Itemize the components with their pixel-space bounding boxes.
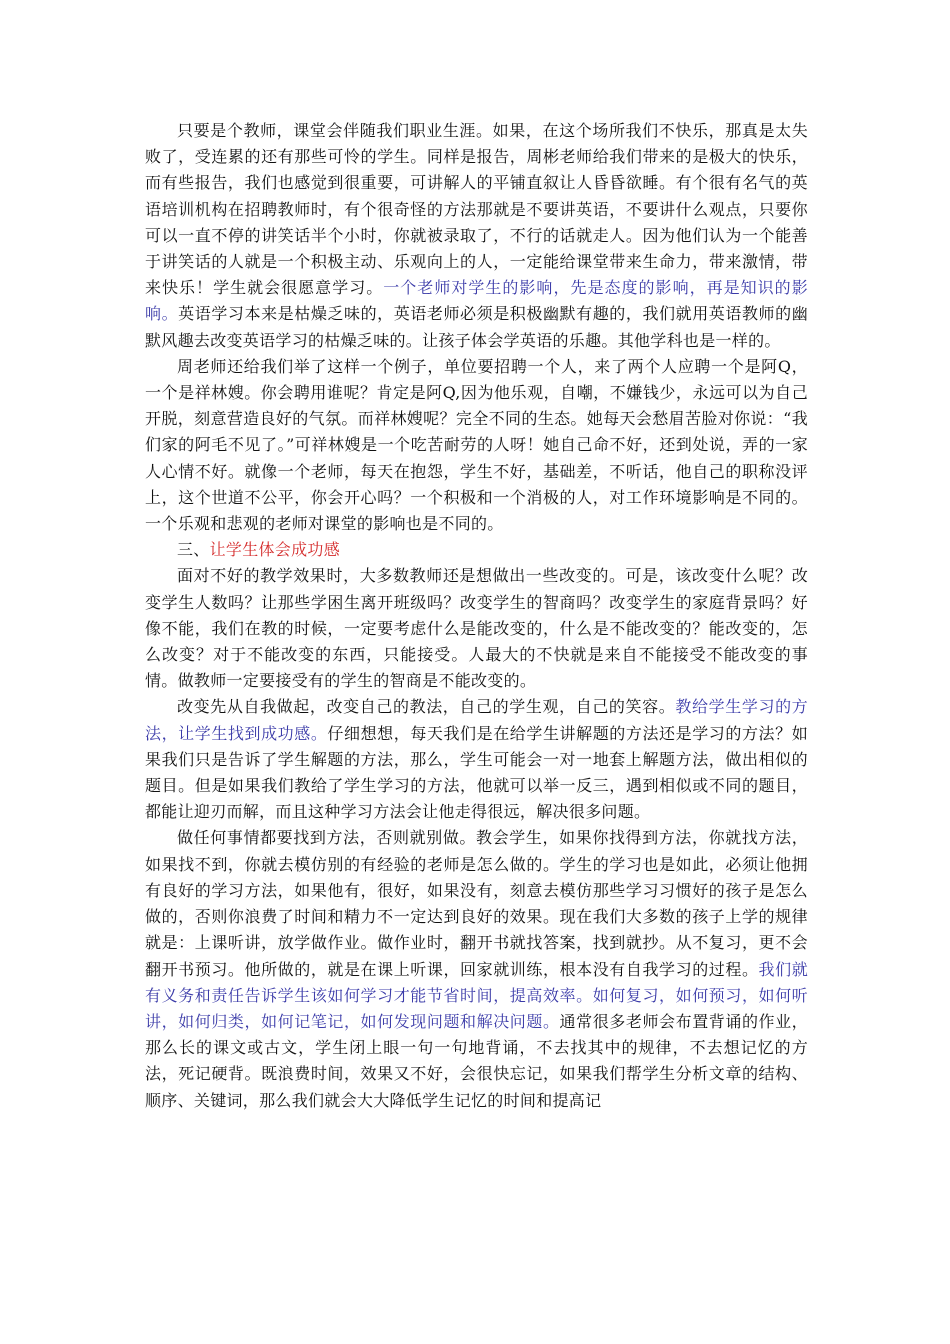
paragraph-text: 周老师还给我们举了这样一个例子，单位要招聘一个人，来了两个人应聘一个是阿Q，一个是祥林嫂。你会聘用谁呢？肯定是阿Q,因为他乐观，自嘲，不嫌钱少，永远可以为自己开脱，刻意营造良好的气氛。而祥林嫂呢？完全不同的生态。她每天会愁眉苦脸对你说：“我们家的阿毛不见了。”可祥林嫂是一个吃苦耐劳的人呀！她自己命不好，还到处说，弄的一家人心情不好。就像一个老师，每天在抱怨，学生不好，基础差，不听话，他自己的职称没评上，这个世道不公平，你会开心吗？一个积极和一个消极的人，对工作环境影响是不同的。一个乐观和悲观的老师对课堂的影响也是不同的。 xyxy=(145,356,808,534)
paragraph-1 xyxy=(145,118,808,354)
highlighted-sentence: 一个老师对学生的影响，先是态度的影响，再是知识的影响。 xyxy=(145,278,808,324)
paragraph-text: 英语学习本来是枯燥乏味的，英语老师必须是积极幽默有趣的，我们就用英语教师的幽默风趣去改变英语学习的枯燥乏味的。让孩子体会学英语的乐趣。其他学科也是一样的。 xyxy=(145,304,808,350)
paragraph-4 xyxy=(145,694,808,825)
paragraph-2 xyxy=(145,354,808,537)
paragraph-text: 改变先从自我做起，改变自己的教法，自己的学生观，自己的笑容。 xyxy=(177,697,676,717)
paragraph-text: 做任何事情都要找到方法，否则就别做。教会学生，如果你找得到方法，你就找方法，如果找不到，你就去模仿别的有经验的老师是怎么做的。学生的学习也是如此，必须让他拥有良好的学习方法，如果他有，很好，如果没有，刻意去模仿那些学习习惯好的孩子是怎么做的，否则你浪费了时间和精力不一定达到良好的效果。现在我们大多数的孩子上学的规律就是：上课听讲，放学做作业。做作业时，翻开书就找答案，找到就抄。从不复习，更不会翻开书预习。他所做的，就是在课上听课，回家就训练，根本没有自我学习的过程。 xyxy=(145,828,808,979)
section-title: 让学生体会成功感 xyxy=(209,540,341,560)
paragraph-5 xyxy=(145,825,808,1113)
paragraph-text: 通常很多老师会布置背诵的作业，那么长的课文或古文，学生闭上眼一句一句地背诵，不去找其中的规律，不去想记忆的方法，死记硬背。既浪费时间，效果又不好，会很快忘记，如果我们帮学生分析文章的结构、顺序、关键词，那么我们就会大大降低学生记忆的时间和提高记 xyxy=(145,1011,808,1110)
section-heading xyxy=(145,537,808,563)
section-number: 三、 xyxy=(177,540,210,560)
document-page xyxy=(145,118,808,1114)
highlighted-sentence: 教给学生学习的方法，让学生找到成功感。 xyxy=(145,697,808,743)
paragraph-text: 面对不好的教学效果时，大多数教师还是想做出一些改变的。可是，该改变什么呢？改变学生人数吗？让那些学困生离开班级吗？改变学生的智商吗？改变学生的家庭背景吗？好像不能，我们在教的时候，一定要考虑什么是能改变的，什么是不能改变的？能改变的，怎么改变？对于不能改变的东西，只能接受。人最大的不快就是来自不能接受不能改变的事情。做教师一定要接受有的学生的智商是不能改变的。 xyxy=(145,566,808,691)
paragraph-3 xyxy=(145,563,808,694)
highlighted-sentence: 我们就有义务和责任告诉学生该如何学习才能节省时间，提高效率。如何复习，如何预习，如何听讲，如何归类，如何记笔记，如何发现问题和解决问题。 xyxy=(145,959,808,1031)
paragraph-text: 只要是个教师，课堂会伴随我们职业生涯。如果，在这个场所我们不快乐，那真是太失败了，受连累的还有那些可怜的学生。同样是报告，周彬老师给我们带来的是极大的快乐，而有些报告，我们也感觉到很重要，可讲解人的平铺直叙让人昏昏欲睡。有个很有名气的英语培训机构在招聘教师时，有个很奇怪的方法那就是不要讲英语，不要讲什么观点，只要你可以一直不停的讲笑话半个小时，你就被录取了，不行的话就走人。因为他们认为一个能善于讲笑话的人就是一个积极主动、乐观向上的人，一定能给课堂带来生命力，带来激情，带来快乐！学生就会很愿意学习。 xyxy=(145,121,808,298)
paragraph-text: 仔细想想，每天我们是在给学生讲解题的方法还是学习的方法？如果我们只是告诉了学生解题的方法，那么，学生可能会一对一地套上解题方法，做出相似的题目。但是如果我们教给了学生学习的方法，他就可以举一反三，遇到相似或不同的题目，都能让迎刃而解，而且这种学习方法会让他走得很远，解决很多问题。 xyxy=(145,723,808,822)
